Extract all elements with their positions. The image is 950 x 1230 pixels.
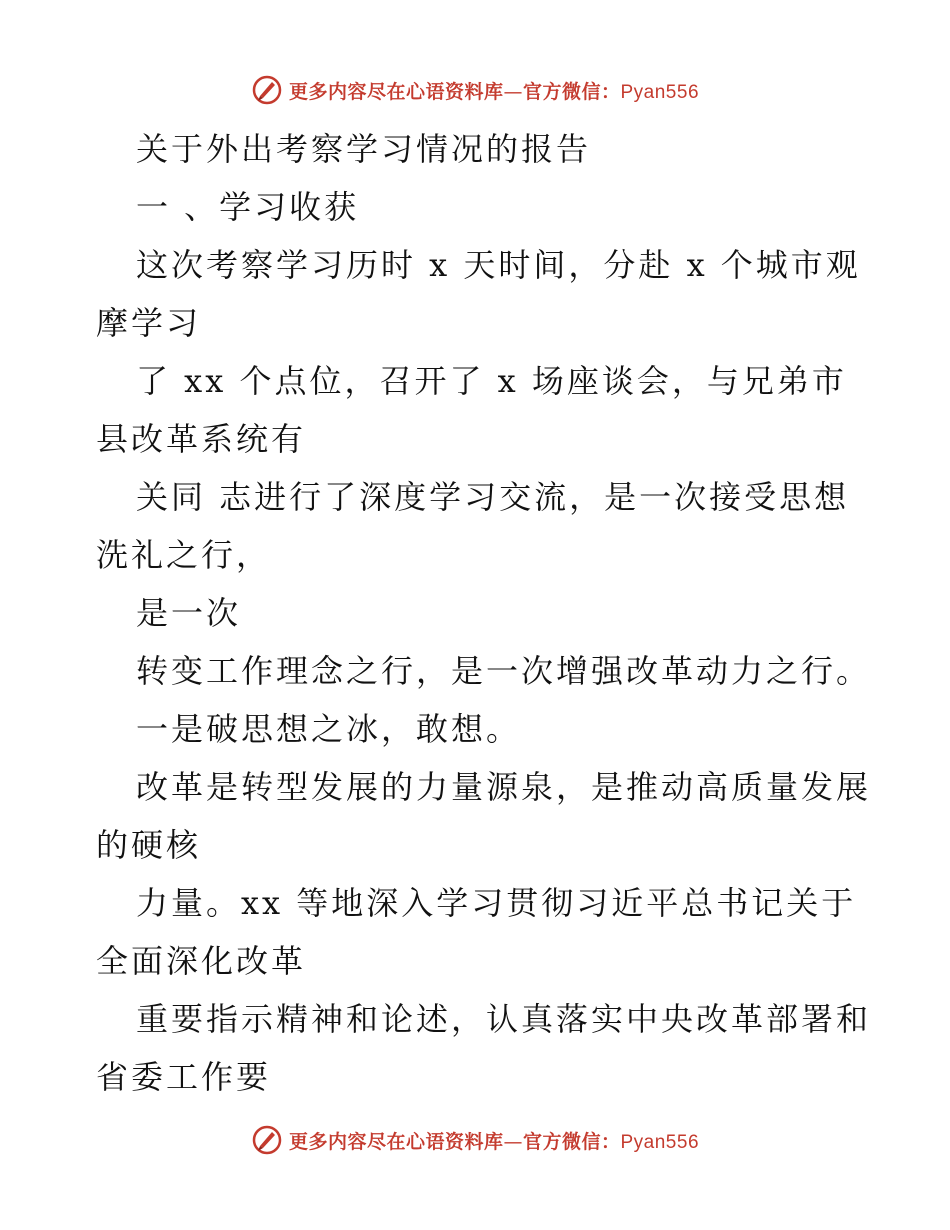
paragraph-line: 关同 志进行了深度学习交流，是一次接受思想: [136, 478, 850, 516]
paragraph-line: 县改革系统有: [96, 420, 307, 458]
paragraph-line: 改革是转型发展的力量源泉，是推动高质量发展: [136, 768, 872, 806]
paragraph-line: 转变工作理念之行，是一次增强改革动力之行。: [136, 652, 872, 690]
watermark-official-label: 官方微信：: [522, 80, 621, 103]
watermark-official-label: 官方微信：: [522, 1130, 621, 1153]
paragraph-line: 洗礼之行，: [96, 536, 272, 574]
watermark-header: [0, 70, 950, 110]
paragraph-line: 了 xx 个点位，召开了 x 场座谈会，与兄弟市: [136, 362, 847, 400]
watermark-brand: 更多内容尽在心语资料库: [288, 1130, 504, 1153]
watermark-brand: 更多内容尽在心语资料库: [288, 80, 504, 103]
paragraph-line: 力量。xx 等地深入学习贯彻习近平总书记关于: [136, 884, 857, 922]
paragraph-line: 一 、学习收获: [136, 188, 360, 226]
paragraph-line: 重要指示精神和论述，认真落实中央改革部署和: [136, 1000, 872, 1038]
watermark-account: Pyan556: [620, 1131, 700, 1153]
paragraph-line: 的硬核: [96, 826, 202, 864]
quill-pen-logo-icon: [251, 74, 283, 106]
paragraph-line: 省委工作要: [96, 1058, 272, 1096]
watermark-account: Pyan556: [620, 81, 700, 103]
watermark-footer: [0, 1120, 950, 1160]
watermark-text: [289, 77, 699, 104]
quill-pen-logo-icon: [251, 1124, 283, 1156]
document-body: [96, 120, 872, 1106]
watermark-text: [289, 1127, 699, 1154]
paragraph-line: 关于外出考察学习情况的报告: [136, 130, 592, 168]
paragraph-line: 全面深化改革: [96, 942, 307, 980]
watermark-separator: —: [503, 1130, 523, 1153]
watermark-separator: —: [503, 80, 523, 103]
paragraph-line: 一是破思想之冰，敢想。: [136, 710, 522, 748]
paragraph-line: 是一次: [136, 594, 242, 632]
paragraph-line: 摩学习: [96, 304, 202, 342]
paragraph-line: 这次考察学习历时 x 天时间，分赴 x 个城市观: [136, 246, 861, 284]
